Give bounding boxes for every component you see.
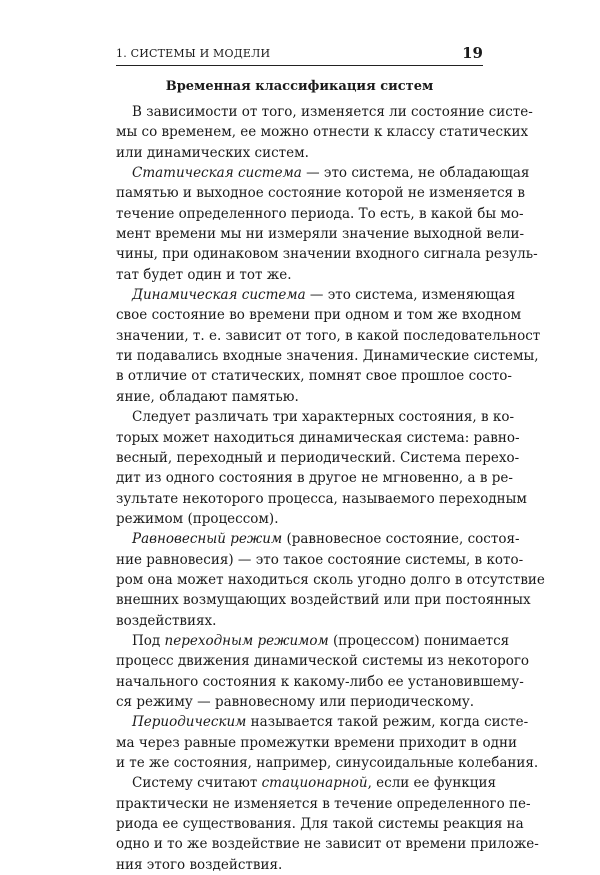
text-run: значении, т. е. зависит от того, в какой последовательност [116, 327, 541, 344]
text-run: — это система, изменяющая [305, 287, 516, 304]
text-run: внешних возмущающих воздействий или при постоянных [116, 592, 531, 609]
page-number: 19 [462, 44, 483, 62]
text-line [116, 428, 520, 448]
text-run: течение определенного периода. То есть, в какой бы мо- [116, 205, 524, 222]
header-rule [116, 65, 483, 66]
text-line [116, 773, 496, 793]
text-line [116, 407, 515, 427]
text-run: дит из одного состояния в другое не мгновенно, а в ре- [116, 470, 513, 487]
text-run: ти подавались входные значения. Динамические системы, [116, 348, 539, 365]
text-run: мы со временем, ее можно отнести к классу статических [116, 124, 529, 141]
text-line [116, 672, 524, 692]
text-line [116, 590, 531, 610]
text-line [116, 570, 545, 590]
text-run: практически не изменяется в течение определенного пе- [116, 795, 531, 812]
text-run: тат будет один и тот же. [116, 266, 292, 283]
text-run: — это система, не обладающая [301, 165, 530, 182]
text-line [116, 631, 510, 651]
text-run: ма через равные промежутки времени приходит в одни [116, 734, 517, 751]
text-run: начального состояния к какому-либо ее установившему- [116, 673, 524, 690]
text-run: ние равновесия) — это такое состояние системы, в кото- [116, 551, 524, 568]
text-line [116, 285, 516, 305]
text-run: ся режиму — равновесному или периодическому. [116, 693, 475, 710]
text-line [116, 305, 522, 325]
text-line [116, 183, 525, 203]
text-run: или динамических систем. [116, 144, 309, 161]
italic-term: Динамическая система [132, 287, 306, 304]
text-line [116, 448, 520, 468]
text-line [116, 794, 531, 814]
text-run: , если ее функция [367, 775, 496, 792]
text-line [116, 102, 533, 122]
text-run: одно и то же воздействие не зависит от времени приложе- [116, 836, 539, 853]
text-run: ния этого воздействия. [116, 856, 283, 873]
text-run: процесс движения динамической системы из некоторого [116, 653, 530, 670]
text-run: режимом (процессом). [116, 510, 279, 527]
text-run: мент времени мы ни измеряли значение выходной вели- [116, 226, 525, 243]
text-run: воздействиях. [116, 612, 217, 629]
text-run: чины, при одинаковом значении входного сигнала резуль- [116, 246, 538, 263]
text-line [116, 692, 483, 712]
text-line [116, 387, 483, 407]
text-line [116, 855, 483, 875]
text-run: и те же состояния, например, синусоидальные колебания. [116, 755, 539, 771]
text-run: (процессом) понимается [328, 632, 510, 649]
text-line [116, 509, 483, 529]
text-line [116, 550, 524, 570]
text-line [116, 712, 529, 732]
text-run: ром она может находиться сколь угодно долго в отсутствие [116, 571, 545, 588]
text-run: Следует различать три характерных состояния, в ко- [132, 409, 515, 426]
text-line [116, 224, 525, 244]
section-title: Временная классификация систем [165, 79, 434, 94]
text-line [116, 366, 512, 386]
italic-term: стационарной [261, 775, 368, 792]
text-run: яние, обладают памятью. [116, 388, 299, 405]
text-line [116, 122, 529, 142]
text-run: Систему считают [132, 775, 262, 792]
text-line [116, 611, 483, 631]
body-text [116, 102, 545, 875]
text-line [116, 529, 520, 549]
text-run: (равновесное состояние, состоя- [282, 531, 520, 548]
running-head-section: 1. СИСТЕМЫ И МОДЕЛИ [116, 47, 271, 60]
running-head [116, 44, 483, 64]
italic-term: переходным режимом [164, 632, 329, 649]
text-line [116, 204, 524, 224]
text-run: торых может находиться динамическая система: равно- [116, 429, 520, 446]
text-line [116, 651, 530, 671]
text-run: весный, переходный и периодический. Система перехо- [116, 449, 520, 466]
text-run: памятью и выходное состояние которой не изменяется в [116, 185, 525, 202]
text-line [116, 814, 524, 834]
text-line [116, 753, 539, 773]
text-line [116, 468, 513, 488]
text-line [116, 834, 539, 854]
text-line [116, 143, 483, 163]
text-line [116, 244, 538, 264]
text-run: зультате некоторого процесса, называемого переходным [116, 490, 527, 507]
text-run: свое состояние во времени при одном и том же входном [116, 307, 522, 324]
text-line [116, 489, 527, 509]
text-line [116, 346, 539, 366]
text-run: называется такой режим, когда систе- [246, 714, 529, 731]
text-line [116, 163, 530, 183]
text-run: в отличие от статических, помнят свое прошлое состо- [116, 368, 512, 385]
text-run: риода ее существования. Для такой системы реакция на [116, 816, 524, 833]
text-line [116, 265, 483, 285]
text-line [116, 326, 541, 346]
italic-term: Периодическим [132, 714, 247, 731]
italic-term: Равновесный режим [132, 531, 283, 548]
italic-term: Статическая система [132, 165, 302, 182]
text-run: Под [132, 632, 165, 649]
text-run: В зависимости от того, изменяется ли состояние систе- [132, 104, 533, 120]
